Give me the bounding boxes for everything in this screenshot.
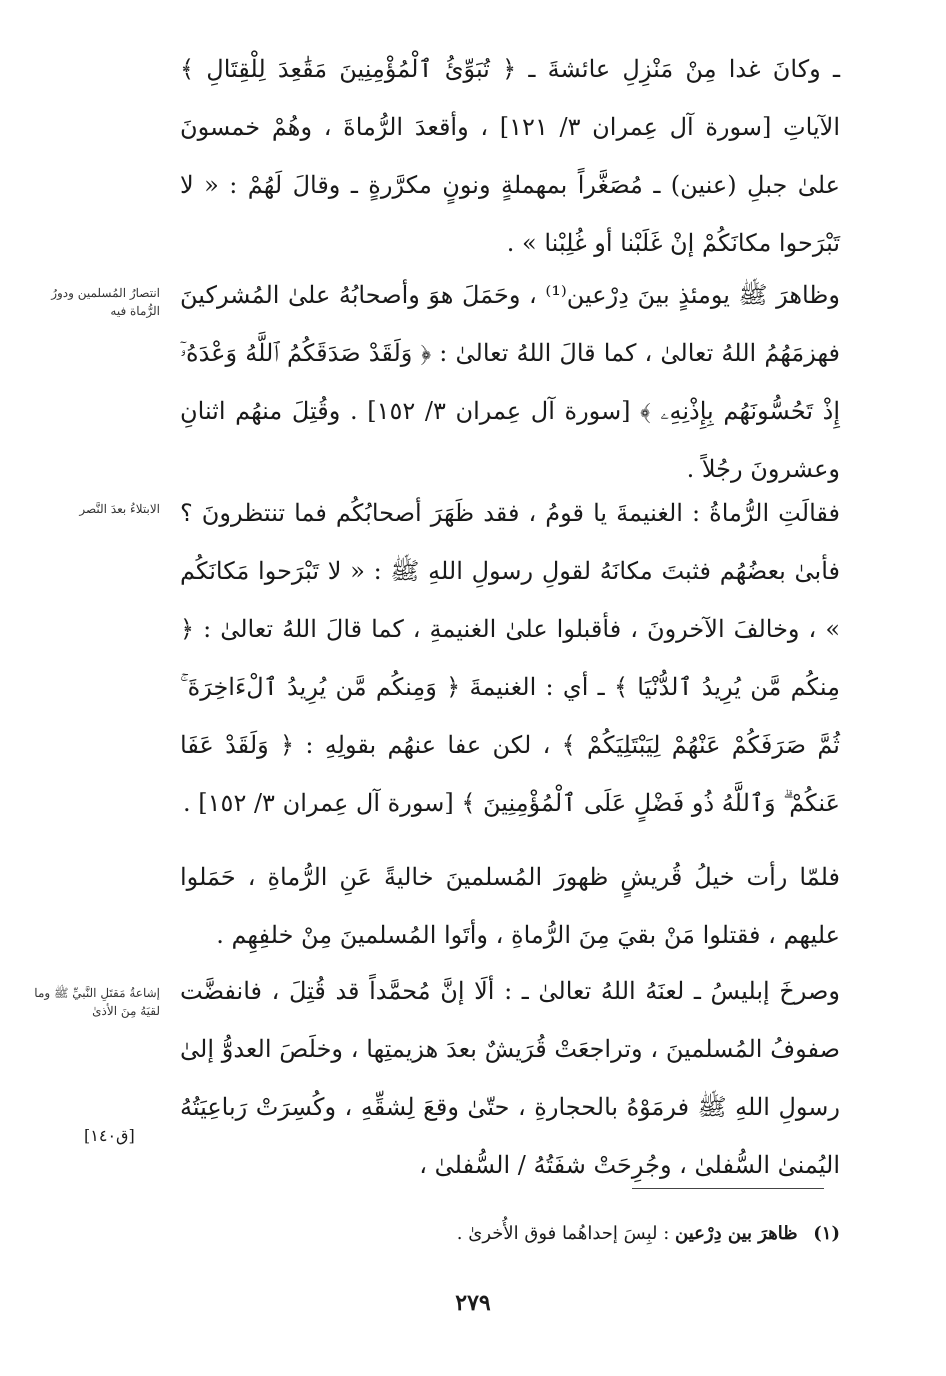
side-note-victory: انتصارُ المُسلمين ودورُ الرُّماة فيه: [51, 286, 160, 318]
manuscript-marker: [ق١٤٠]: [84, 1126, 135, 1145]
main-text-block-5: [180, 962, 840, 1194]
paragraph-5: وصرخَ إبليسُ ـ لعنَهُ اللهُ تعالىٰ ـ : ألَا إنَّ مُحمَّداً قد قُتِلَ ، فانفضَّت صفوفُ المُسلمينَ ، وتراجعَتْ قُرَيشٌ بعدَ هزيمتِها ، وخلَصَ العدوُّ إلىٰ رسولِ اللهِ ﷺ فرمَوْهُ بالحجارةِ ، حتّىٰ وقعَ لِشقِّهِ ، وكُسِرَتْ رَباعِيَتُهُ اليُمنىٰ السُّفلىٰ ، وجُرِحَتْ شفَتُهُ / السُّفلىٰ ،: [180, 977, 840, 1179]
paragraph-3: فقالَتِ الرُّماةُ : الغنيمةَ يا قومُ ، فقد ظَهَرَ أصحابُكُم فما تنتظرونَ ؟ فأبىٰ بعضُهُم فثبتَ مكانَهُ لقولِ رسولِ اللهِ ﷺ : « لا تَبْرَحوا مَكانَكُم » ، وخالفَ الآخرونَ ، فأقبلوا علىٰ الغنيمةِ ، كما قالَ اللهُ تعالىٰ : ﴿ مِنكُم مَّن يُرِيدُ ٱلدُّنْيَا ﴾ ـ أي : الغنيمةَ ﴿ وَمِنكُم مَّن يُرِيدُ ٱلْءَاخِرَةَ ۚ ثُمَّ صَرَفَكُمْ عَنْهُمْ لِيَبْتَلِيَكُمْ ﴾ ، لكن عفا عنهُم بقولِهِ : ﴿ وَلَقَدْ عَفَا عَنكُمْ ۗ وَٱللَّهُ ذُو فَضْلٍ عَلَى ٱلْمُؤْمِنِينَ ﴾ [سورة آل عِمران ٣/ ١٥٢] .: [180, 499, 840, 817]
main-text-block-1: [180, 40, 840, 272]
footnote-definition: : لبِسَ إحداهُما فوق الأُخرىٰ .: [456, 1223, 670, 1244]
paragraph-4: فلمّا رأت خيلُ قُريشٍ ظهورَ المُسلمينَ خاليةً عَنِ الرُّماةِ ، حَمَلوا عليهم ، فقتلوا مَنْ بقيَ مِنَ الرُّماةِ ، وأتَوا المُسلمينَ مِنْ خلفِهِم .: [180, 863, 840, 949]
main-text-block-2: [180, 266, 840, 498]
page-number: ٢٧٩: [455, 1290, 491, 1316]
side-note-rumor: إشاعةُ مَقتَلِ النَّبيِّ ﷺ وما لقيَهُ مِنَ الأذىٰ: [34, 986, 160, 1018]
footnote-divider: [632, 1188, 824, 1189]
footnote-term: ظاهرَ بين دِرْعين: [675, 1223, 798, 1244]
paragraph-1: ـ وكانَ غدا مِنْ مَنْزِلِ عائشةَ ـ ﴿ تُبَوِّئُ ٱلْمُؤْمِنِينَ مَقَٰعِدَ لِلْقِتَالِ ﴾ الآياتِ [سورة آل عِمران ٣/ ١٢١] ، وأقعدَ الرُّماةَ ، وهُمْ خمسونَ علىٰ جبلِ (عنين) ـ مُصَغَّراً بمهملةٍ ونونٍ مكرَّرةٍ ـ وقالَ لَهُمْ : « لا تَبْرَحوا مكانَكُمْ إنْ غَلَبْنا أو غُلِبْنا » .: [180, 55, 840, 257]
footnote: [180, 1220, 840, 1248]
paragraph-2: وظاهرَ ﷺ يومئذٍ بينَ دِرْعين⁽¹⁾ ، وحَمَلَ هوَ وأصحابُهُ علىٰ المُشركينَ فهزمَهُمُ اللهُ تعالىٰ ، كما قالَ اللهُ تعالىٰ : ﴿ وَلَقَدْ صَدَقَكُمُ ٱللَّهُ وَعْدَهُۥٓ إِذْ تَحُسُّونَهُم بِإِذْنِهِۦ ﴾ [سورة آل عِمران ٣/ ١٥٢] . وقُتِلَ منهُم اثنانِ وعشرونَ رجُلاً .: [180, 281, 841, 483]
footnote-number: (١): [813, 1223, 840, 1244]
side-note-trial: الابتلاءُ بعدَ النَّصر: [79, 502, 160, 516]
main-text-block-3: [180, 484, 840, 832]
main-text-block-4: [180, 848, 840, 964]
